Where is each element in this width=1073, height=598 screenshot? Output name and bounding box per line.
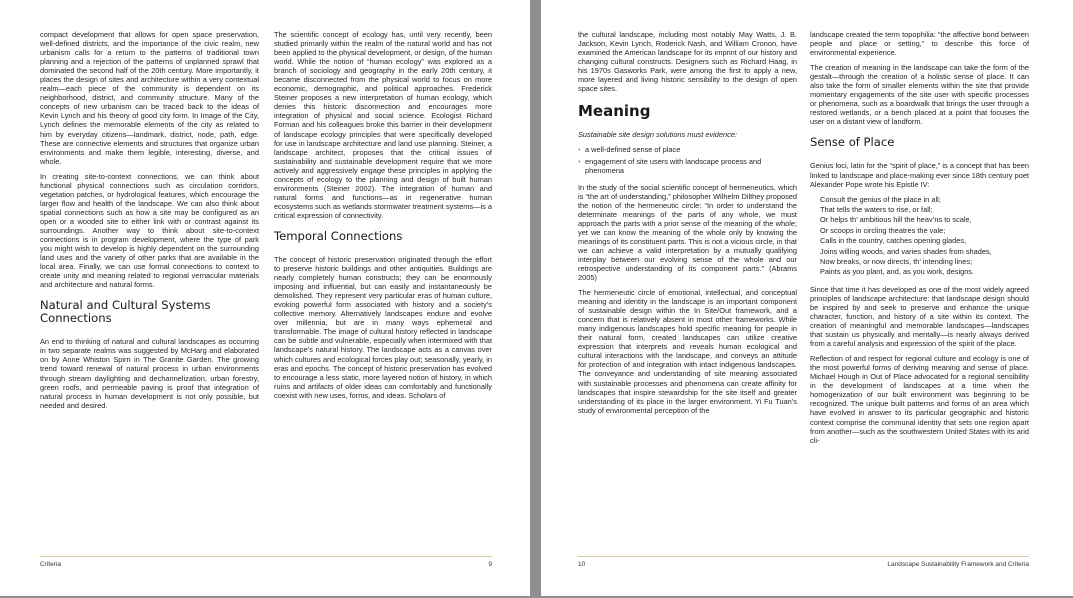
paragraph: The concept of historic preservation originated through the effort to preserve historic buildings and other antiquities. Buildings are nearly completely human constructs; they can be enormously imposing and influential, but can easily and instantaneously be demolished. They represent very particular eras of human culture, evoking powerful form associated with history and a society’s collective memory. Alternatively landscapes endure and evolve over millennia, but are in many ways ephemeral and transformable. The image of cultural history reflected in landscape can be subtle and vulnerable, especially when intermixed with that landscape’s natural history. The landscape acts as a canvas over which cultures and ecological forces play out; seasonally, yearly, in eras and epochs. The concept of historic preservation has evolved to encourage a less static, more layered notion of history, in which ruins and artifacts of older ideas can comfortably and functionally coexist with new uses, forms, and ideas. Scholars of: [274, 254, 492, 400]
list-item: • a well-defined sense of place: [578, 145, 681, 155]
poem-line: Now breaks, or now directs, th’ intending lines;: [820, 257, 973, 267]
paragraph: In the study of the social scientific concept of hermeneutics, which is “the art of understanding,” philosopher Wilhelm Dilthey proposed the notion of the hermeneutic circle: “In order to understand the determinate meanings of the parts of any whole, we must approach the parts with a prior sense of the meaning of the whole; yet we can know the meaning of the whole only by knowing the meanings of its constituent parts. This is not a vicious circle, in that we can achieve a valid interpretation by a mutually qualifying interplay between our evolving sense of the whole and our retrospective understanding of its component parts.” (Abrams 2005): [578, 182, 797, 282]
page-9-column-left: [40, 30, 259, 416]
criteria-intro: Sustainable site design solutions must evidence:: [578, 130, 737, 140]
paragraph: Since that time it has developed as one of the most widely agreed principles of landscape architecture: that landscape design should be inspired by and seek to preserve and enhance the unique character, function, and history of a site within its context. The creation of meaningful and memorable landscapes—landscapes that sustain us physically and mentally—is nearly always derived from a careful analysis and expression of the spirit of the place.: [810, 284, 1029, 349]
paragraph: The hermeneutic circle of emotional, intellectual, and conceptual meaning and identity in the landscape is an important component of sustainable design within the In Site/Out framework, and a concern that is relatively absent in most other frameworks. While many indigenous landscapes hold specific meaning for people in their natural form, created landscapes can utilize creative expression that interprets and reveals human ecological and cultural interactions with the landscape, and conveys an attitude for protection of and integration with intact indigenous landscapes. The conveyance and understanding of site meaning associated with sustainable processes and phenomena can create affinity for landscapes that inspire stewardship for the site itself and greater understanding of its place in the larger environment. Yi Fu Tuan’s study of environmental perception of the: [578, 288, 797, 415]
page-10-footer: [578, 556, 1029, 575]
poem-quote: [820, 195, 1029, 278]
section-heading-sense-of-place: Sense of Place: [810, 135, 895, 150]
poem-line: Calls in the country, catches opening glades,: [820, 236, 967, 246]
poem-line: That tells the waters to rise, or fall;: [820, 205, 933, 215]
paragraph: An end to thinking of natural and cultural landscapes as occurring in two separate realms was suggested by McHarg and elaborated on by Anne Whiston Spirn in The Granite Garden. The growing trend toward renewal of natural process in urban environments through stream daylighting and dechannelization, urban forestry, green roofs, and permeable paving is proof that integration of natural process in human development is not only possible, but needed and desired.: [40, 337, 259, 410]
paragraph: In creating site-to-context connections, we can think about functional physical connections such as circulation corridors, vegetation patches, or hydrological features, which encourage the larger flow and health of the landscape. We can also think about spatial connections such as how a site may be configured as an open or a wooded site to either link with or contrast against its surroundings. Another way to think about site-to-context connections is in program development, where the type of park you might wish to develop is highly dependent on the surrounding land uses and the variety of other parks that are available in the local area. Finally, we can use formal connections to context to create unity and meaning related to regional vernacular materials and architecture and natural forms.: [40, 171, 259, 290]
paragraph: Genius loci, latin for the “spirit of place,” is a concept that has been linked to landscape and place-making ever since 18th century poet Alexander Pope wrote his Epistle IV:: [810, 161, 1029, 189]
paragraph: The creation of meaning in the landscape can take the form of the gestalt—through the creation of a holistic sense of place. It can also take the form of smaller elements within the site that provide momentary engagements of the site user with specific processes or phenomena, such as a boardwalk that brings the user through a restored wetlands, or a bench placed at a point that focuses the user on a distant view of landform.: [810, 63, 1029, 127]
bullet-icon: •: [578, 145, 581, 155]
paragraph: Reflection of and respect for regional culture and ecology is one of the most powerful forms of deriving meaning and sense of place. Michael Hough in Out of Place advocated for a regional sensibility in the development of landscapes at a time when the homogenization of our built environment was beginning to be recognized. The unique built patterns and forms of an area which have evolved in answer to its particular geographic and historic context comprise the communal identity that sets one region apart from another—such as the southwestern United States with its arid cli-: [810, 354, 1029, 445]
poem-line: Consult the genius of the place in all;: [820, 194, 941, 204]
footer-section-name: Criteria: [40, 561, 61, 568]
paragraph: The scientific concept of ecology has, until very recently, been studied primarily within the realm of the natural world and has not been applied to the physical development, or design, of the human world. While the notion of “human ecology” was explored as a branch of sociology and geography in the early 20th century, it became disconnected from the physical world to focus on more economic, demographic, and political approaches. Frederick Steiner proposes a new interpretation of human ecology, which denies this historic disconnection and encourages more integration of physical and social science. Ecologist Richard Forman and his colleagues broke this barrier in their development of landscape ecology principles that were specifically developed for use in landscape architecture and land use planning. Steiner, a landscape architect, proposes that the critical issues of sustainability and sustainable development require that we more actively and aggressively engage these principles in applying the concepts of ecology to the planning and design of built human environments (Steiner 2002). The integration of human and natural forms and functions—as in regenerative human ecosystems such as wetlands stormwater treatment systems—is a critical expression of connectivity.: [274, 30, 492, 220]
bullet-icon: •: [578, 157, 581, 167]
poem-line: Or helps th’ ambitious hill the heav’ns to scale,: [820, 215, 972, 225]
paragraph: compact development that allows for open space preservation, well-defined districts, and the importance of the civic realm, new urbanism calls for a return to the patterns of traditional town planning and a rejection of the patterns of unplanned sprawl that dominated the second half of the 20th century. More importantly, it places the design of sites and architecture within a very contextual realm—each piece of the community is dependent on its neighborhood, district, and community structure. Many of the concepts of new urbanism can be traced back to the ideas of Kevin Lynch and his theory of good city form. In Image of the City, Lynch defines the memorable elements of the city as related to him by everyday citizens—landmark, district, node, path, edge. These are connective elements and structures that organize urban environments and make them legible, interesting, diverse, and whole.: [40, 30, 259, 166]
page-9-footer: [40, 556, 492, 575]
page-10-column-right: [810, 30, 1029, 451]
paragraph: landscape created the term topophilia: “the affective bond between people and place or setting,” to describe this force of environmental experience.: [810, 30, 1029, 58]
page-9-column-right: [274, 30, 492, 406]
section-heading-natural-cultural: Natural and Cultural Systems Connections: [40, 298, 211, 326]
poem-line: Paints as you plant, and, as you work, designs.: [820, 267, 975, 277]
footer-document-title: Landscape Sustainability Framework and Criteria: [887, 561, 1029, 568]
page-10: [541, 0, 1073, 596]
page-number: 10: [578, 561, 586, 568]
page-number: 9: [488, 561, 492, 568]
list-item: • engagement of site users with landscape process and phenomena: [578, 157, 762, 176]
section-heading-meaning: Meaning: [578, 102, 651, 121]
paragraph: the cultural landscape, including most notably May Watts, J. B. Jackson, Kevin Lynch, Roderick Nash, and William Cronon, have examined the American landscape for its imprint of our history and changing cultural constructs. Designers such as Richard Haag, in his 1970s Gasworks Park, were among the first to apply a new, more layered and living historic sensibility to the design of open space sites.: [578, 30, 797, 94]
criteria-list: [578, 145, 797, 175]
page-10-column-left: [578, 30, 797, 421]
section-heading-temporal: Temporal Connections: [274, 228, 403, 243]
poem-line: Or scoops in circling theatres the vale;: [820, 225, 946, 235]
poem-line: Joins willing woods, and varies shades from shades,: [820, 246, 992, 256]
page-9: [0, 0, 530, 596]
